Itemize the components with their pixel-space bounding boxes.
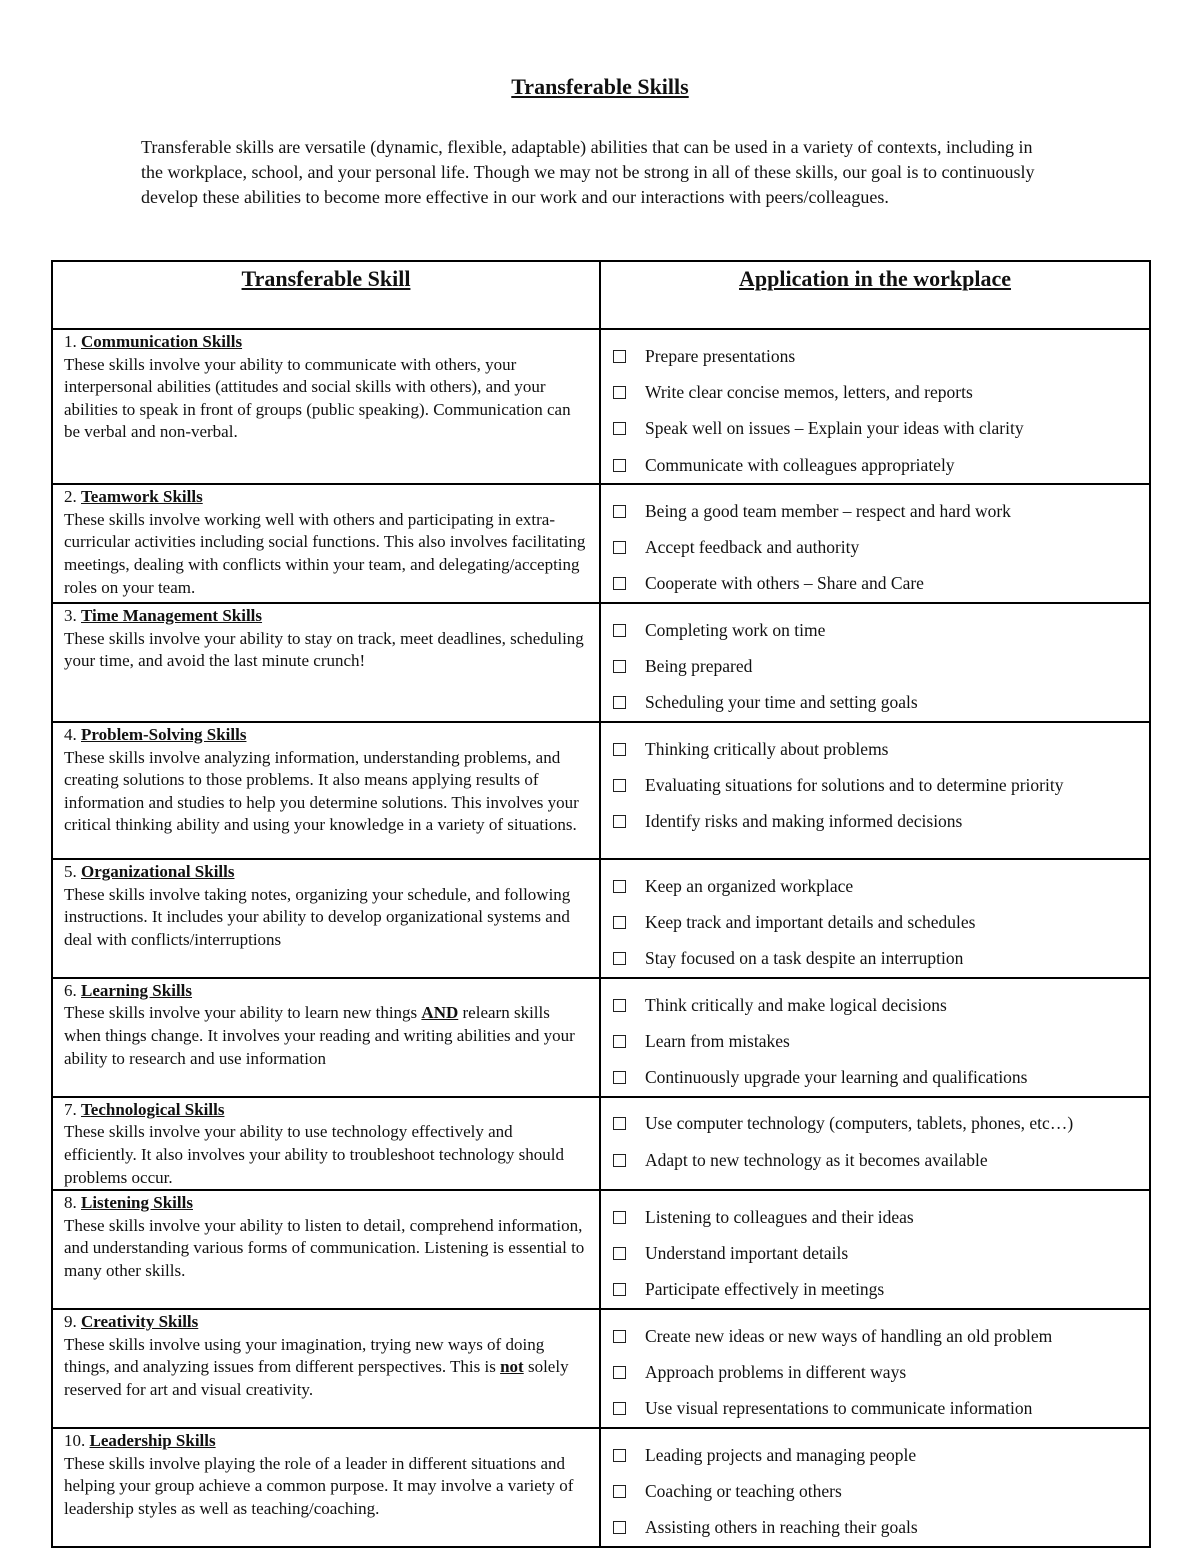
application-text: Keep track and important details and schedules [645,911,976,932]
application-item [613,612,1139,648]
application-item [613,529,1139,565]
application-text: Scheduling your time and setting goals [645,692,918,713]
application-list [613,868,1139,977]
skills-table-body [52,329,1150,1547]
skill-name: Leadership Skills [89,1430,216,1450]
application-text: Evaluating situations for solutions and to determine priority [645,774,1064,795]
application-item [613,338,1139,374]
checkbox-icon[interactable] [613,916,626,929]
application-text: Participate effectively in meetings [645,1279,885,1300]
skill-cell [52,722,600,859]
application-text: Write clear concise memos, letters, and reports [645,381,973,402]
skill-cell [52,1309,600,1428]
table-row [52,329,1150,484]
application-cell [600,603,1150,722]
skill-heading [64,605,587,628]
application-cell [600,978,1150,1097]
skill-cell [52,329,600,484]
checkbox-icon[interactable] [613,1485,626,1498]
checkbox-icon[interactable] [613,1521,626,1534]
application-text: Continuously upgrade your learning and qualifications [645,1067,1028,1088]
application-item [613,904,1139,940]
application-item [613,447,1139,483]
application-text: Thinking critically about problems [645,738,889,759]
application-item [613,767,1139,803]
application-item [613,1354,1139,1390]
application-text: Use computer technology (computers, tablets, phones, etc…) [645,1113,1074,1134]
checkbox-icon[interactable] [613,1366,626,1379]
skill-description-part: These skills involve using your imagination, trying new ways of doing things, and analyzing issues from different perspectives. This is [64,1334,545,1377]
application-list [613,1437,1139,1546]
application-text: Completing work on time [645,619,826,640]
application-list [613,612,1139,721]
skill-name: Time Management Skills [81,606,263,626]
skill-name: Problem-Solving Skills [81,724,247,744]
skill-heading [64,1430,587,1453]
checkbox-icon[interactable] [613,660,626,673]
skill-name: Teamwork Skills [81,487,203,507]
skill-cell [52,603,600,722]
skill-heading [64,724,587,747]
application-list [613,1106,1139,1179]
application-item [613,1391,1139,1427]
application-cell [600,1097,1150,1190]
application-text: Think critically and make logical decisions [645,994,947,1015]
application-text: Adapt to new technology as it becomes available [645,1149,988,1170]
application-item [613,868,1139,904]
skill-number: 1. [64,332,77,351]
application-item [613,1473,1139,1509]
application-list [613,987,1139,1096]
application-text: Learn from mistakes [645,1030,790,1051]
checkbox-icon[interactable] [613,1117,626,1130]
checkbox-icon[interactable] [613,386,626,399]
table-row [52,722,1150,859]
skill-name: Communication Skills [81,332,243,351]
skill-description [64,1002,587,1070]
application-list [613,493,1139,602]
application-item [613,804,1139,840]
application-text: Being a good team member – respect and hard work [645,500,1011,521]
skill-name: Technological Skills [81,1099,225,1119]
application-cell [600,329,1150,484]
header-application: Application in the workplace [600,261,1150,329]
skills-table [51,260,1151,1548]
skill-name: Organizational Skills [81,861,235,881]
application-text: Accept feedback and authority [645,537,860,558]
application-text: Cooperate with others – Share and Care [645,573,924,594]
application-text: Stay focused on a task despite an interruption [645,948,964,969]
skill-number: 5. [64,861,77,881]
table-row [52,1097,1150,1190]
table-row [52,859,1150,978]
checkbox-icon[interactable] [613,815,626,828]
application-text: Listening to colleagues and their ideas [645,1206,914,1227]
skill-description-part: These skills involve your ability to learn new things [64,1003,422,1023]
application-text: Approach problems in different ways [645,1361,907,1382]
skill-heading [64,1192,587,1215]
checkbox-icon[interactable] [613,696,626,709]
application-item [613,1437,1139,1473]
application-item [613,987,1139,1023]
skill-description-part: solely reserved for art and visual creativity. [64,1357,569,1399]
skill-heading [64,1099,587,1122]
skill-number: 9. [64,1312,77,1332]
skill-description-part: relearn skills when things change. It involves your reading and writing abilities and your ability to research and use information [64,1003,575,1068]
skill-heading [64,861,587,884]
checkbox-icon[interactable] [613,1071,626,1084]
application-item [613,374,1139,410]
skill-cell [52,1097,600,1190]
checkbox-icon[interactable] [613,577,626,590]
application-item [613,566,1139,602]
checkbox-icon[interactable] [613,1449,626,1462]
checkbox-icon[interactable] [613,999,626,1012]
checkbox-icon[interactable] [613,952,626,965]
intro-paragraph: Transferable skills are versatile (dynamic, flexible, adaptable) abilities that can be used in a variety of contexts, including in the workplace, school, and your personal life. Though we may not be strong in all of these skills, our goal is to continuously develop these abilities to become more effective in our work and our interactions with peers/colleagues. [141,137,1035,207]
checkbox-icon[interactable] [613,1035,626,1048]
application-cell [600,859,1150,978]
application-item [613,411,1139,447]
application-item [613,1510,1139,1546]
skill-name: Listening Skills [81,1193,193,1213]
checkbox-icon[interactable] [613,1247,626,1260]
checkbox-icon[interactable] [613,1330,626,1343]
skill-description: These skills involve your ability to use technology effectively and efficiently. It also involves your ability to troubleshoot technology should problems occur. [64,1122,565,1187]
skill-number: 6. [64,980,77,1000]
application-list [613,338,1139,483]
skill-cell [52,1428,600,1547]
skill-description: These skills involve analyzing information, understanding problems, and creating solutions to those problems. It also means applying results of information and studies to help you determine solutions. This involves your critical thinking ability and using your knowledge in a variety of situations. [64,747,579,835]
application-text: Communicate with colleagues appropriately [645,454,955,475]
checkbox-icon[interactable] [613,743,626,756]
skill-description: These skills involve your ability to listen to detail, comprehend information, and understanding various forms of communication. Listening is essential to many other skills. [64,1215,585,1280]
application-item [613,1318,1139,1354]
checkbox-icon[interactable] [613,422,626,435]
application-item [613,1142,1139,1178]
skill-heading [64,1311,587,1334]
skill-cell [52,484,600,603]
application-list [613,731,1139,840]
application-cell [600,1309,1150,1428]
checkbox-icon[interactable] [613,350,626,363]
checkbox-icon[interactable] [613,1283,626,1296]
application-item [613,731,1139,767]
application-text: Leading projects and managing people [645,1444,917,1465]
application-item [613,1272,1139,1308]
application-text: Identify risks and making informed decisions [645,811,963,832]
skill-description: These skills involve your ability to communicate with others, your interpersonal abilities (attitudes and social skills with others), and your abilities to speak in front of groups (public speaking). Communication can be verbal and non-verbal. [64,354,571,442]
skill-number: 3. [64,606,77,626]
skill-name: Creativity Skills [81,1312,199,1332]
application-cell [600,484,1150,603]
application-cell [600,1428,1150,1547]
skill-description-emphasis: AND [421,1003,459,1023]
header-transferable-skill: Transferable Skill [52,261,600,329]
skill-number: 4. [64,724,77,744]
checkbox-icon[interactable] [613,880,626,893]
skill-heading [64,980,587,1003]
skill-name: Learning Skills [81,980,193,1000]
application-item [613,493,1139,529]
application-item [613,941,1139,977]
application-text: Create new ideas or new ways of handling an old problem [645,1325,1053,1346]
application-cell [600,722,1150,859]
skill-number: 7. [64,1099,77,1119]
checkbox-icon[interactable] [613,459,626,472]
application-text: Understand important details [645,1243,849,1264]
application-item [613,1199,1139,1235]
application-item [613,1023,1139,1059]
application-text: Speak well on issues – Explain your ideas with clarity [645,418,1024,439]
table-row [52,603,1150,722]
skill-description: These skills involve playing the role of a leader in different situations and helping your group achieve a common purpose. It may involve a variety of leadership styles as well as teaching/coaching. [64,1453,574,1518]
skill-number: 10. [64,1430,86,1450]
checkbox-icon[interactable] [613,505,626,518]
application-cell [600,1190,1150,1309]
skill-cell [52,1190,600,1309]
application-list [613,1318,1139,1427]
skill-heading [64,331,587,354]
table-row [52,1428,1150,1547]
skill-description [64,1334,587,1402]
skill-description: These skills involve taking notes, organizing your schedule, and following instructions. It includes your ability to develop organizational systems and deal with conflicts/interruptions [64,884,571,949]
application-text: Keep an organized workplace [645,875,854,896]
application-item [613,648,1139,684]
application-text: Being prepared [645,656,753,677]
application-item [613,1059,1139,1095]
skill-description: These skills involve your ability to stay on track, meet deadlines, scheduling your time, and avoid the last minute crunch! [64,628,584,671]
checkbox-icon[interactable] [613,541,626,554]
checkbox-icon[interactable] [613,624,626,637]
application-text: Use visual representations to communicate information [645,1398,1033,1419]
checkbox-icon[interactable] [613,779,626,792]
application-text: Coaching or teaching others [645,1480,842,1501]
table-header-row [52,261,1150,329]
application-list [613,1199,1139,1308]
application-text: Prepare presentations [645,345,796,366]
application-item [613,1235,1139,1271]
checkbox-icon[interactable] [613,1211,626,1224]
skill-cell [52,978,600,1097]
application-item [613,1106,1139,1142]
checkbox-icon[interactable] [613,1402,626,1415]
table-row [52,1309,1150,1428]
table-row [52,484,1150,603]
skill-number: 2. [64,487,77,507]
application-text: Assisting others in reaching their goals [645,1517,918,1538]
skill-description: These skills involve working well with others and participating in extra-curricular activities including social functions. This also involves facilitating meetings, dealing with conflicts within your team, and delegating/accepting roles on your team. [64,509,586,597]
table-row [52,978,1150,1097]
skill-number: 8. [64,1193,77,1213]
skill-heading [64,486,587,509]
skill-description-emphasis: not [500,1357,524,1377]
application-item [613,685,1139,721]
checkbox-icon[interactable] [613,1154,626,1167]
skill-cell [52,859,600,978]
table-row [52,1190,1150,1309]
document-title: Transferable Skills [511,74,689,99]
